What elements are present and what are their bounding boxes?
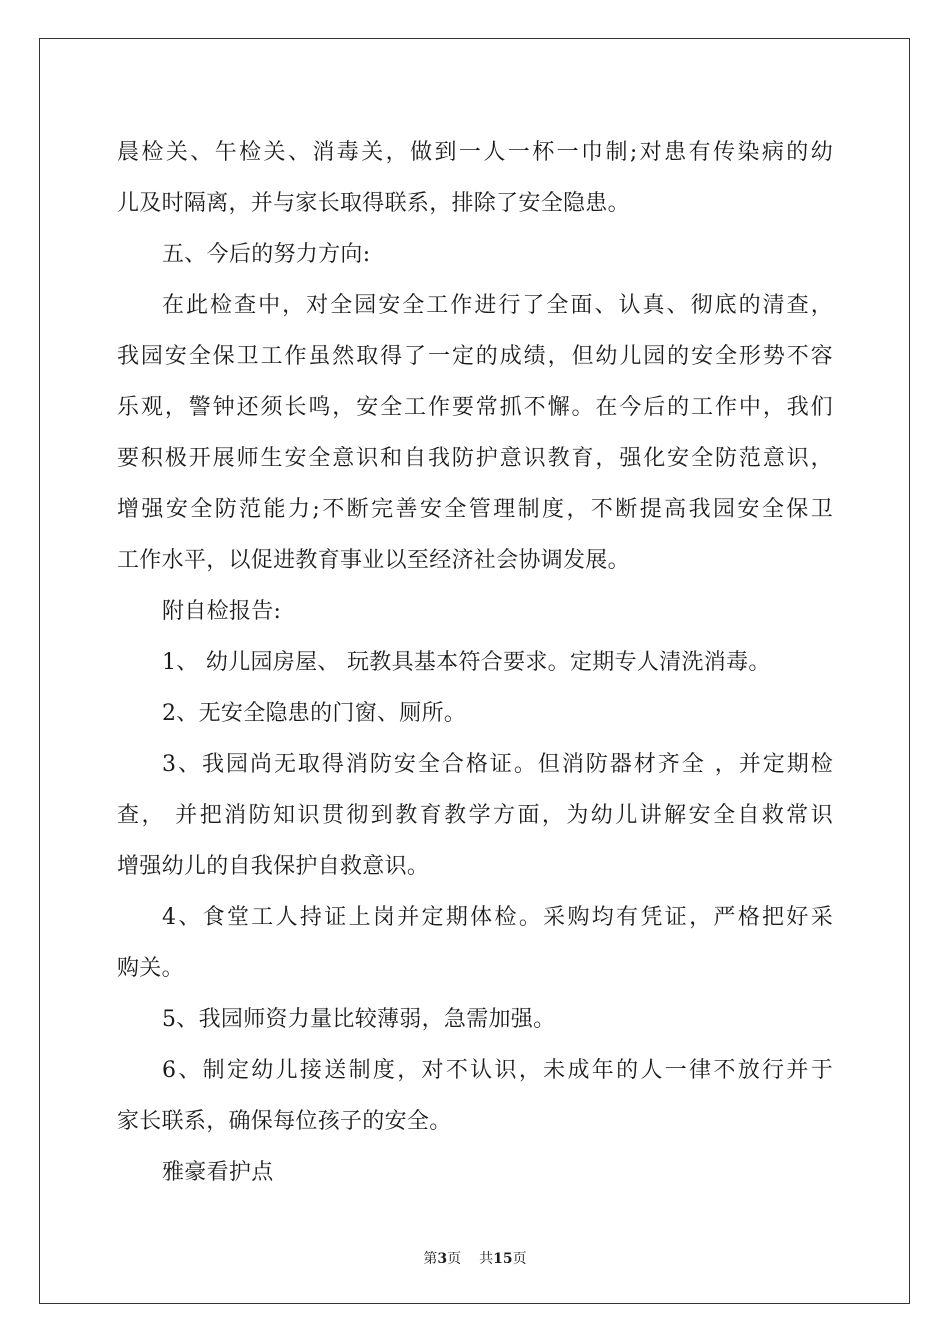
total-prefix: 共 bbox=[479, 1251, 494, 1267]
paragraph-line: 晨检关、午检关、消毒关，做到一人一杯一巾制;对患有传染病的幼 bbox=[117, 140, 833, 165]
signature-line: 雅豪看护点 bbox=[162, 1160, 274, 1185]
paragraph-line: 我园安全保卫工作虽然取得了一定的成绩，但幼儿园的安全形势不容 bbox=[117, 344, 833, 369]
paragraph-line: 在此检查中，对全园安全工作进行了全面、认真、彻底的清查， bbox=[162, 293, 833, 318]
total-pages: 15 bbox=[493, 1251, 513, 1267]
total-suffix: 页 bbox=[512, 1251, 527, 1267]
paragraph-line: 查， 并把消防知识贯彻到教育教学方面，为幼儿讲解安全自救常识 bbox=[117, 803, 833, 828]
page-suffix: 页 bbox=[447, 1251, 462, 1267]
paragraph-line: 要积极开展师生安全意识和自我防护意识教育，强化安全防范意识， bbox=[117, 446, 833, 471]
paragraph-line: 家长联系，确保每位孩子的安全。 bbox=[117, 1109, 452, 1134]
section-heading: 附自检报告: bbox=[162, 599, 282, 624]
page-prefix: 第 bbox=[423, 1251, 438, 1267]
paragraph-line: 增强安全防范能力;不断完善安全管理制度，不断提高我园安全保卫 bbox=[117, 497, 833, 522]
document-body bbox=[117, 127, 833, 1198]
paragraph-line: 儿及时隔离，并与家长取得联系，排除了安全隐患。 bbox=[117, 191, 630, 216]
list-item: 3、我园尚无取得消防安全合格证。但消防器材齐全 ，并定期检 bbox=[162, 752, 833, 777]
list-item: 5、我园师资力量比较薄弱，急需加强。 bbox=[162, 1007, 556, 1032]
list-item: 2、无安全隐患的门窗、厕所。 bbox=[162, 701, 467, 726]
paragraph-line: 增强幼儿的自我保护自救意识。 bbox=[117, 854, 430, 879]
page-number: 3 bbox=[437, 1251, 448, 1267]
paragraph-line: 购关。 bbox=[117, 956, 184, 981]
list-item: 1、 幼儿园房屋、 玩教具基本符合要求。定期专人清洗消毒。 bbox=[162, 650, 771, 675]
paragraph-line: 乐观，警钟还须长鸣，安全工作要常抓不懈。在今后的工作中，我们 bbox=[117, 395, 833, 420]
paragraph-line: 工作水平，以促进教育事业以至经济社会协调发展。 bbox=[117, 548, 630, 573]
page-footer bbox=[0, 1248, 950, 1268]
list-item: 6、制定幼儿接送制度，对不认识，未成年的人一律不放行并于 bbox=[162, 1058, 833, 1083]
list-item: 4、食堂工人持证上岗并定期体检。采购均有凭证，严格把好采 bbox=[162, 905, 833, 930]
section-heading: 五、今后的努力方向: bbox=[162, 242, 371, 267]
